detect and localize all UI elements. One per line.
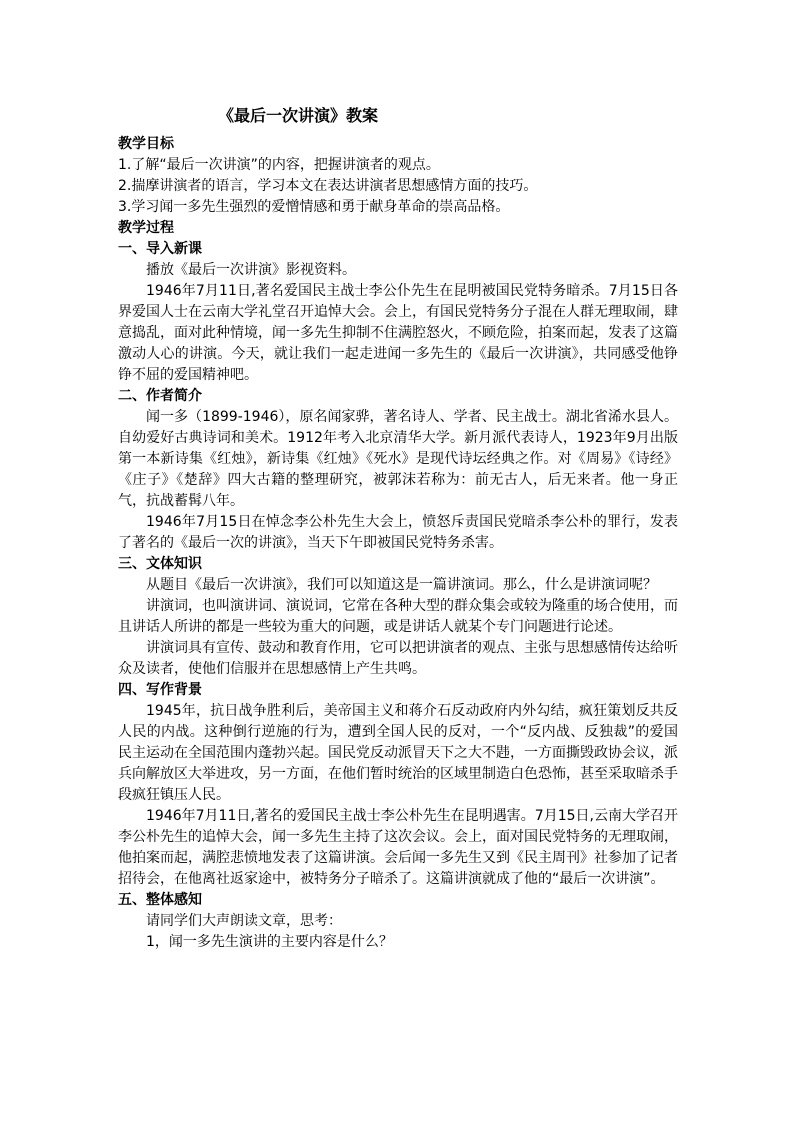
paragraph: 讲演词具有宣传、鼓动和教育作用，它可以把讲演者的观点、主张与思想感情传达给听众及读者，使他们信服并在思想感情上产生共鸣。 <box>118 640 678 677</box>
paragraph: 1946年7月11日,著名的爱国民主战士李公朴先生在昆明遇害。7月15日,云南大学召开李公朴先生的追悼大会，闻一多先生主持了这次会议。会上，面对国民党特务的无理取闹，他拍案而起，满腔悲愤地发表了这篇讲演。会后闻一多先生又到《民主周刊》社参加了记者招待会，在他离社返家途中，被特务分子暗杀了。这篇讲演就成了他的“最后一次讲演”。 <box>118 808 678 887</box>
paragraph: 1946年7月11日,著名爱国民主战士李公仆先生在昆明被国民党特务暗杀。7月15日各界爱国人士在云南大学礼堂召开追悼大会。会上，有国民党特务分子混在人群无理取闹，肆意捣乱，面对此种情境，闻一多先生抑制不住满腔怒火，不顾危险，拍案而起，发表了这篇激动人心的讲演。今天，就让我们一起走进闻一多先生的《最后一次讲演》，共同感受他铮铮不屈的爱国精神吧。 <box>118 283 678 383</box>
paragraph: 从题目《最后一次讲演》，我们可以知道这是一篇讲演词。那么，什么是讲演词呢？ <box>146 577 657 593</box>
paragraph: 播放《最后一次讲演》影视资料。 <box>146 262 356 278</box>
paragraph: 1946年7月15日在悼念李公朴先生大会上，愤怒斥责国民党暗杀李公朴的罪行，发表了著名的《最后一次的讲演》，当天下午即被国民党特务杀害。 <box>118 514 678 551</box>
goal-item: 2.揣摩讲演者的语言，学习本文在表达讲演者思想感情方面的技巧。 <box>118 178 538 194</box>
section-heading: 一、导入新课 <box>118 241 202 257</box>
goals-heading: 教学目标 <box>118 136 174 152</box>
paragraph: 1945年，抗日战争胜利后，美帝国主义和蒋介石反动政府内外勾结，疯狂策划反共反人民的内战。这种倒行逆施的行为，遭到全国人民的反对，一个“反内战、反独裁”的爱国民主运动在全国范围内蓬勃兴起。国民党反动派冒天下之大不韪，一方面撕毁政协会议，派兵向解放区大举进攻，另一方面，在他们暂时统治的区域里制造白色恐怖，甚至采取暗杀手段疯狂镇压人民。 <box>118 703 678 803</box>
section-heading: 三、文体知识 <box>118 556 202 572</box>
section-heading: 二、作者简介 <box>118 388 202 404</box>
section-heading: 五、整体感知 <box>118 892 202 908</box>
process-heading: 教学过程 <box>118 220 174 236</box>
paragraph: 请同学们大声朗读文章，思考： <box>146 913 342 929</box>
paragraph: 讲演词，也叫演讲词、演说词，它常在各种大型的群众集会或较为隆重的场合使用，而且讲话人所讲的都是一些较为重大的问题，或是讲话人就某个专门问题进行论述。 <box>118 598 678 635</box>
question-item: 1，闻一多先生演讲的主要内容是什么？ <box>146 934 393 950</box>
section-heading: 四、写作背景 <box>118 682 202 698</box>
paragraph: 闻一多（1899-1946），原名闻家骅，著名诗人、学者、民主战士。湖北省浠水县人。自幼爱好古典诗词和美术。1912年考入北京清华大学。新月派代表诗人，1923年9月出版第一本新诗集《红烛》，新诗集《红烛》《死水》是现代诗坛经典之作。对《周易》《诗经》《庄子》《楚辞》四大古籍的整理研究，被郭沫若称为：前无古人，后无来者。他一身正气，抗战蓄髯八年。 <box>118 409 678 509</box>
goal-item: 1.了解“最后一次讲演”的内容，把握讲演者的观点。 <box>118 157 440 173</box>
goal-item: 3.学习闻一多先生强烈的爱憎情感和勇于献身革命的崇高品格。 <box>118 199 510 215</box>
document-page <box>118 104 678 953</box>
document-title: 《最后一次讲演》教案 <box>218 106 379 125</box>
